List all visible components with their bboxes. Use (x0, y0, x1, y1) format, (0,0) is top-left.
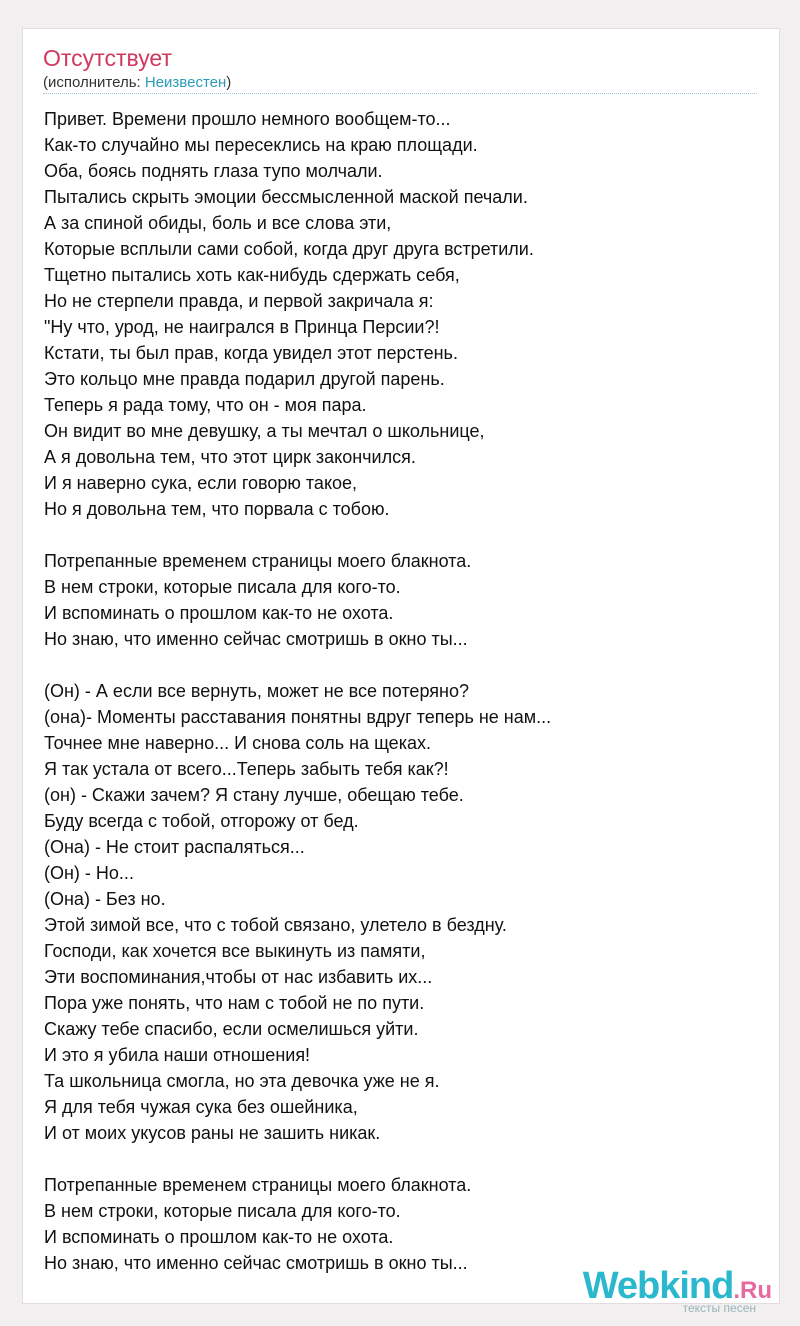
lyric-line: Я так устала от всего...Теперь забыть тебя как?! (44, 759, 449, 779)
lyric-line: Я для тебя чужая сука без ошейника, (44, 1097, 358, 1117)
lyric-line: Скажу тебе спасибо, если осмелишься уйти. (44, 1019, 419, 1039)
lyric-line: Пытались скрыть эмоции бессмысленной маской печали. (44, 187, 528, 207)
lyric-line: (он) - Скажи зачем? Я стану лучше, обещаю тебе. (44, 785, 464, 805)
lyric-line: В нем строки, которые писала для кого-то. (44, 577, 401, 597)
lyric-line: В нем строки, которые писала для кого-то. (44, 1201, 401, 1221)
lyrics-text (44, 106, 551, 1276)
lyric-line: Пора уже понять, что нам с тобой не по пути. (44, 993, 425, 1013)
lyric-line: Привет. Времени прошло немного вообщем-то... (44, 109, 451, 129)
lyric-line: Оба, боясь поднять глаза тупо молчали. (44, 161, 383, 181)
lyric-line: Которые всплыли сами собой, когда друг друга встретили. (44, 239, 534, 259)
lyric-line: Но я довольна тем, что порвала с тобою. (44, 499, 390, 519)
logo-tld: .Ru (733, 1277, 772, 1304)
lyric-line: (Она) - Не стоит распаляться... (44, 837, 305, 857)
lyric-line: Кстати, ты был прав, когда увидел этот перстень. (44, 343, 458, 363)
lyric-line: И от моих укусов раны не зашить никак. (44, 1123, 381, 1143)
stanza-break (44, 652, 551, 678)
artist-prefix: (исполнитель: (43, 74, 145, 91)
lyric-line: Но не стерпели правда, и первой закричала я: (44, 291, 434, 311)
artist-line (43, 73, 231, 93)
lyric-line: И вспоминать о прошлом как-то не охота. (44, 1227, 394, 1247)
lyric-line: Он видит во мне девушку, а ты мечтал о школьнице, (44, 421, 485, 441)
lyric-line: (она)- Моменты расставания понятны вдруг теперь не нам... (44, 707, 552, 727)
lyrics-card (22, 28, 780, 1304)
stanza-break (44, 522, 551, 548)
lyric-line: (Он) - Но... (44, 863, 134, 883)
lyric-line: Этой зимой все, что с тобой связано, улетело в бездну. (44, 915, 507, 935)
song-title: Отсутствует (43, 45, 172, 71)
lyric-line: Господи, как хочется все выкинуть из памяти, (44, 941, 426, 961)
lyric-line: Тщетно пытались хоть как-нибудь сдержать себя, (44, 265, 460, 285)
lyric-line: Потрепанные временем страницы моего блакнота. (44, 1175, 472, 1195)
artist-link[interactable]: Неизвестен (144, 74, 227, 91)
lyric-line: (Он) - А если все вернуть, может не все потеряно? (44, 681, 469, 701)
lyric-line: Потрепанные временем страницы моего блакнота. (44, 551, 472, 571)
lyric-line: А я довольна тем, что этот цирк закончился. (44, 447, 416, 467)
lyric-line: И я наверно сука, если говорю такое, (44, 473, 358, 493)
stanza-break (44, 1146, 551, 1172)
lyric-line: Но знаю, что именно сейчас смотришь в окно ты... (44, 629, 468, 649)
lyric-line: Та школьница смогла, но эта девочка уже не я. (44, 1071, 440, 1091)
lyric-line: Но знаю, что именно сейчас смотришь в окно ты... (44, 1253, 468, 1273)
lyric-line: И это я убила наши отношения! (44, 1045, 311, 1065)
lyric-line: Буду всегда с тобой, отгорожу от бед. (44, 811, 359, 831)
lyric-line: Как-то случайно мы пересеклись на краю площади. (44, 135, 478, 155)
lyric-line: А за спиной обиды, боль и все слова эти, (44, 213, 392, 233)
logo-tagline: тексты песен (682, 1301, 756, 1315)
site-logo[interactable] (578, 1264, 778, 1314)
lyric-line: (Она) - Без но. (44, 889, 166, 909)
lyric-line: "Ну что, урод, не наигрался в Принца Персии?! (44, 317, 440, 337)
lyric-line: Это кольцо мне правда подарил другой парень. (44, 369, 445, 389)
title-divider (43, 93, 757, 94)
logo-name: Webkind (582, 1265, 734, 1307)
artist-suffix: ) (226, 74, 232, 91)
lyric-line: Эти воспоминания,чтобы от нас избавить их... (44, 967, 433, 987)
lyric-line: Точнее мне наверно... И снова соль на щеках. (44, 733, 431, 753)
lyric-line: Теперь я рада тому, что он - моя пара. (44, 395, 367, 415)
lyric-line: И вспоминать о прошлом как-то не охота. (44, 603, 394, 623)
